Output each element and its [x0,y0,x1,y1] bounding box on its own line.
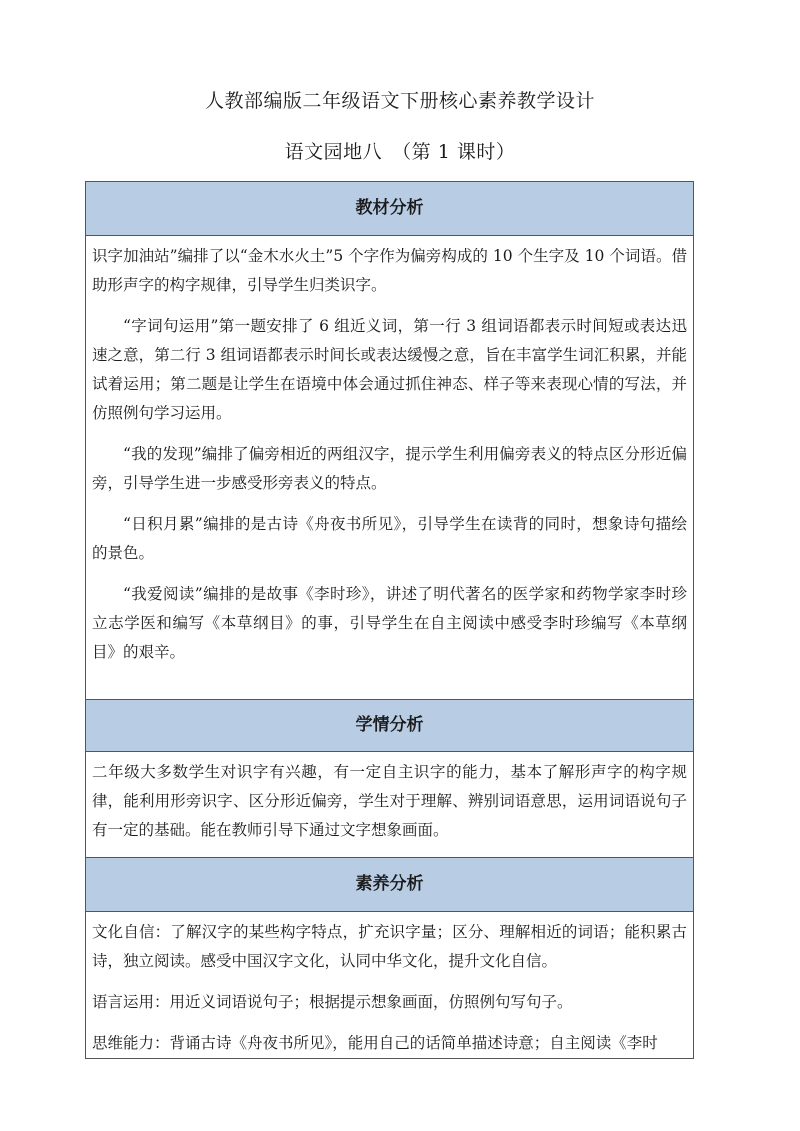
section-body-suyang [86,912,693,1058]
section-header-xueqing: 学情分析 [86,700,693,752]
section-header-suyang: 素养分析 [86,858,693,912]
jiaocai-paragraph-1: 识字加油站”编排了以“金木水火土”5 个字作为偏旁构成的 10 个生字及 10 个词语。借助形声字的构字规律，引导学生归类识字。 [92,247,687,294]
document-title: 人教部编版二年级语文下册核心素养教学设计 [204,90,595,112]
section-header-jiaocai: 教材分析 [86,182,693,236]
jiaocai-paragraph-3: “我的发现”编排了偏旁相近的两组汉字，提示学生利用偏旁表义的特点区分形近偏旁，引导学生进一步感受形旁表义的特点。 [92,445,687,492]
document-subtitle: 语文园地八 （第 1 课时） [284,141,516,163]
suyang-paragraph-2: 语言运用：用近义词语说句子；根据提示想象画面，仿照例句写句子。 [92,993,573,1011]
lesson-design-table [85,181,694,1059]
section-body-jiaocai [86,236,693,700]
xueqing-paragraph-1: 二年级大多数学生对识字有兴趣，有一定自主识字的能力，基本了解形声字的构字规律，能利用形旁识字、区分形近偏旁，学生对于理解、辨别词语意思，运用词语说句子有一定的基础。能在教师引导下通过文字想象画面。 [92,763,687,839]
jiaocai-paragraph-5: “我爱阅读”编排的是故事《李时珍》，讲述了明代著名的医学家和药物学家李时珍立志学医和编写《本草纲目》的事，引导学生在自主阅读中感受李时珍编写《本草纲目》的艰辛。 [92,585,687,661]
suyang-paragraph-3: 思维能力：背诵古诗《舟夜书所见》，能用自己的话简单描述诗意；自主阅读《李时 [92,1034,658,1052]
suyang-paragraph-1: 文化自信：了解汉字的某些构字特点，扩充识字量；区分、理解相近的词语；能积累古诗，独立阅读。感受中国汉字文化，认同中华文化，提升文化自信。 [92,923,687,970]
section-body-xueqing [86,752,693,858]
jiaocai-paragraph-2: “字词句运用”第一题安排了 6 组近义词，第一行 3 组词语都表示时间短或表达迅速之意，第二行 3 组词语都表示时间长或表达缓慢之意，旨在丰富学生词汇积累，并能试着运用；第二题是让学生在语境中体会通过抓住神态、样子等来表现心情的写法，并仿照例句学习运用。 [92,317,687,422]
jiaocai-paragraph-4: “日积月累”编排的是古诗《舟夜书所见》，引导学生在读背的同时，想象诗句描绘的景色。 [92,515,687,562]
